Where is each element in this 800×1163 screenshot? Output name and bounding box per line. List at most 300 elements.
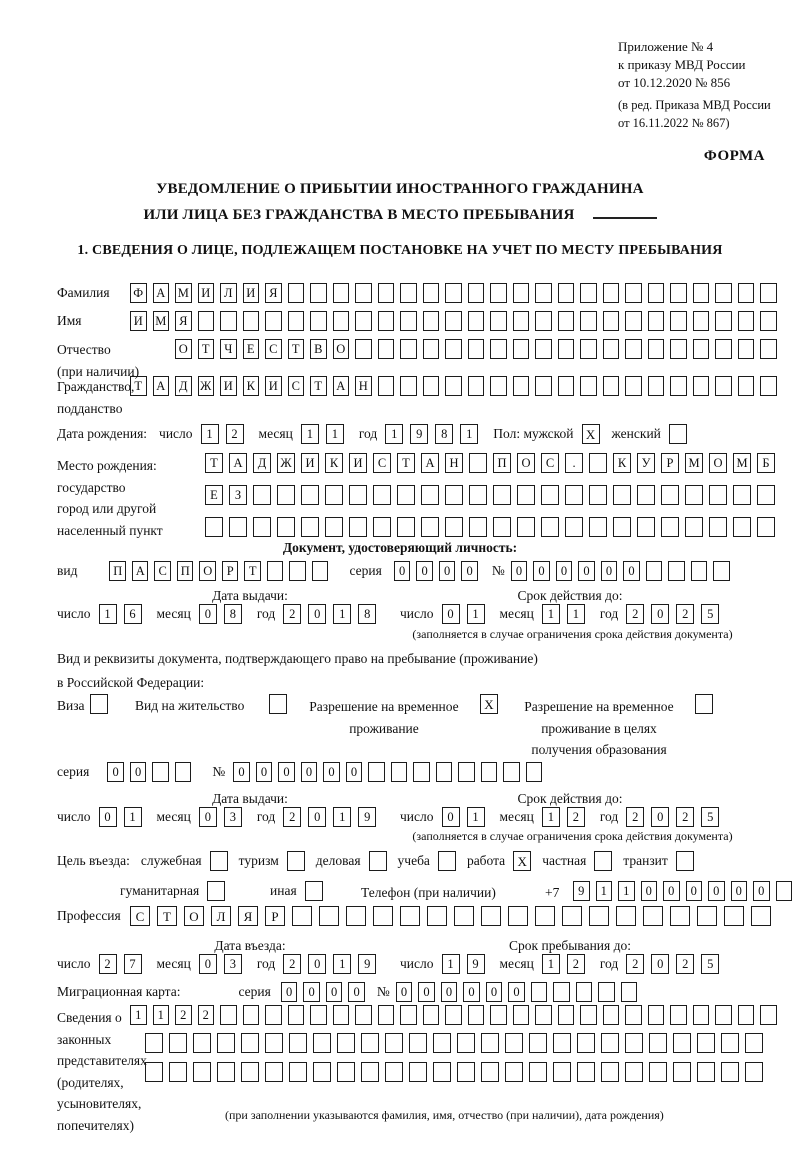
char-cell[interactable] bbox=[513, 376, 530, 396]
char-cell[interactable]: 2 bbox=[283, 604, 301, 624]
char-cell[interactable]: С bbox=[541, 453, 559, 473]
char-cell[interactable] bbox=[513, 1005, 530, 1025]
char-cell[interactable] bbox=[423, 376, 440, 396]
char-cell[interactable] bbox=[468, 376, 485, 396]
char-cell[interactable] bbox=[535, 283, 552, 303]
char-cell[interactable] bbox=[535, 1005, 552, 1025]
char-cell[interactable] bbox=[397, 517, 415, 537]
char-cell[interactable] bbox=[457, 1033, 475, 1053]
char-cell[interactable]: А bbox=[229, 453, 247, 473]
char-cell[interactable] bbox=[738, 339, 755, 359]
char-cell[interactable]: 1 bbox=[467, 604, 485, 624]
char-cell[interactable] bbox=[558, 311, 575, 331]
char-cell[interactable]: П bbox=[109, 561, 126, 581]
char-cell[interactable] bbox=[436, 762, 453, 782]
char-cell[interactable]: . bbox=[565, 453, 583, 473]
char-cell[interactable] bbox=[397, 485, 415, 505]
char-cell[interactable]: X bbox=[582, 424, 600, 444]
char-cell[interactable] bbox=[695, 694, 713, 714]
char-cell[interactable] bbox=[265, 311, 282, 331]
char-cell[interactable] bbox=[481, 906, 501, 926]
char-cell[interactable] bbox=[649, 1062, 667, 1082]
char-cell[interactable] bbox=[210, 851, 228, 871]
char-cell[interactable] bbox=[169, 1033, 187, 1053]
char-cell[interactable] bbox=[751, 906, 771, 926]
char-cell[interactable]: 0 bbox=[346, 762, 363, 782]
char-cell[interactable] bbox=[421, 517, 439, 537]
char-cell[interactable]: 0 bbox=[463, 982, 480, 1002]
char-cell[interactable] bbox=[378, 339, 395, 359]
char-cell[interactable]: И bbox=[220, 376, 237, 396]
char-cell[interactable]: 2 bbox=[626, 807, 644, 827]
char-cell[interactable] bbox=[145, 1033, 163, 1053]
char-cell[interactable]: 0 bbox=[256, 762, 273, 782]
char-cell[interactable] bbox=[267, 561, 284, 581]
char-cell[interactable] bbox=[265, 1033, 283, 1053]
char-cell[interactable] bbox=[553, 982, 570, 1002]
char-cell[interactable]: Ф bbox=[130, 283, 147, 303]
char-cell[interactable] bbox=[760, 376, 777, 396]
char-cell[interactable] bbox=[423, 283, 440, 303]
char-cell[interactable] bbox=[385, 1062, 403, 1082]
char-cell[interactable] bbox=[648, 339, 665, 359]
char-cell[interactable]: 1 bbox=[385, 424, 403, 444]
char-cell[interactable] bbox=[670, 376, 687, 396]
char-cell[interactable] bbox=[325, 517, 343, 537]
char-cell[interactable]: 0 bbox=[651, 954, 669, 974]
char-cell[interactable] bbox=[385, 1033, 403, 1053]
char-cell[interactable] bbox=[369, 851, 387, 871]
char-cell[interactable]: О bbox=[175, 339, 192, 359]
char-cell[interactable] bbox=[445, 339, 462, 359]
char-cell[interactable] bbox=[400, 311, 417, 331]
char-cell[interactable] bbox=[349, 517, 367, 537]
char-cell[interactable] bbox=[601, 1062, 619, 1082]
char-cell[interactable] bbox=[693, 339, 710, 359]
char-cell[interactable] bbox=[468, 283, 485, 303]
char-cell[interactable] bbox=[724, 906, 744, 926]
char-cell[interactable] bbox=[481, 762, 498, 782]
char-cell[interactable]: К bbox=[243, 376, 260, 396]
char-cell[interactable] bbox=[589, 517, 607, 537]
char-cell[interactable] bbox=[625, 1062, 643, 1082]
char-cell[interactable]: Л bbox=[220, 283, 237, 303]
char-cell[interactable] bbox=[400, 339, 417, 359]
char-cell[interactable]: М bbox=[685, 453, 703, 473]
char-cell[interactable]: 0 bbox=[533, 561, 550, 581]
char-cell[interactable] bbox=[490, 1005, 507, 1025]
char-cell[interactable]: 0 bbox=[753, 881, 770, 901]
char-cell[interactable]: 9 bbox=[573, 881, 590, 901]
char-cell[interactable] bbox=[616, 906, 636, 926]
char-cell[interactable]: 0 bbox=[99, 807, 117, 827]
char-cell[interactable] bbox=[676, 851, 694, 871]
char-cell[interactable]: 2 bbox=[283, 954, 301, 974]
char-cell[interactable] bbox=[668, 561, 685, 581]
char-cell[interactable] bbox=[603, 376, 620, 396]
char-cell[interactable] bbox=[457, 1062, 475, 1082]
char-cell[interactable] bbox=[289, 1062, 307, 1082]
char-cell[interactable] bbox=[313, 1033, 331, 1053]
char-cell[interactable] bbox=[594, 851, 612, 871]
char-cell[interactable] bbox=[355, 311, 372, 331]
char-cell[interactable] bbox=[292, 906, 312, 926]
char-cell[interactable] bbox=[670, 339, 687, 359]
char-cell[interactable] bbox=[289, 1033, 307, 1053]
char-cell[interactable]: 1 bbox=[333, 604, 351, 624]
char-cell[interactable] bbox=[760, 339, 777, 359]
char-cell[interactable]: И bbox=[265, 376, 282, 396]
char-cell[interactable] bbox=[721, 1062, 739, 1082]
char-cell[interactable]: 0 bbox=[301, 762, 318, 782]
char-cell[interactable] bbox=[733, 485, 751, 505]
char-cell[interactable] bbox=[670, 283, 687, 303]
char-cell[interactable] bbox=[541, 517, 559, 537]
char-cell[interactable] bbox=[715, 1005, 732, 1025]
char-cell[interactable]: Р bbox=[222, 561, 239, 581]
char-cell[interactable]: 1 bbox=[460, 424, 478, 444]
char-cell[interactable] bbox=[558, 1005, 575, 1025]
char-cell[interactable] bbox=[535, 376, 552, 396]
char-cell[interactable]: 0 bbox=[461, 561, 478, 581]
char-cell[interactable] bbox=[468, 339, 485, 359]
char-cell[interactable]: 0 bbox=[508, 982, 525, 1002]
char-cell[interactable]: 0 bbox=[130, 762, 147, 782]
char-cell[interactable]: 0 bbox=[641, 881, 658, 901]
char-cell[interactable] bbox=[490, 339, 507, 359]
char-cell[interactable] bbox=[490, 376, 507, 396]
char-cell[interactable]: 0 bbox=[623, 561, 640, 581]
char-cell[interactable] bbox=[576, 982, 593, 1002]
char-cell[interactable] bbox=[637, 517, 655, 537]
char-cell[interactable] bbox=[301, 485, 319, 505]
char-cell[interactable] bbox=[580, 1005, 597, 1025]
char-cell[interactable] bbox=[558, 283, 575, 303]
char-cell[interactable] bbox=[625, 339, 642, 359]
char-cell[interactable]: И bbox=[349, 453, 367, 473]
char-cell[interactable]: Т bbox=[205, 453, 223, 473]
char-cell[interactable] bbox=[738, 311, 755, 331]
char-cell[interactable] bbox=[670, 1005, 687, 1025]
char-cell[interactable]: 9 bbox=[410, 424, 428, 444]
char-cell[interactable]: О bbox=[333, 339, 350, 359]
char-cell[interactable] bbox=[152, 762, 169, 782]
char-cell[interactable]: Е bbox=[205, 485, 223, 505]
char-cell[interactable] bbox=[325, 485, 343, 505]
char-cell[interactable] bbox=[685, 485, 703, 505]
char-cell[interactable] bbox=[217, 1062, 235, 1082]
char-cell[interactable] bbox=[508, 906, 528, 926]
char-cell[interactable] bbox=[391, 762, 408, 782]
char-cell[interactable] bbox=[277, 517, 295, 537]
char-cell[interactable] bbox=[580, 339, 597, 359]
char-cell[interactable] bbox=[468, 311, 485, 331]
char-cell[interactable]: А bbox=[421, 453, 439, 473]
char-cell[interactable] bbox=[438, 851, 456, 871]
char-cell[interactable]: 1 bbox=[153, 1005, 170, 1025]
char-cell[interactable] bbox=[709, 485, 727, 505]
char-cell[interactable] bbox=[580, 376, 597, 396]
char-cell[interactable]: И bbox=[301, 453, 319, 473]
char-cell[interactable]: Н bbox=[445, 453, 463, 473]
char-cell[interactable] bbox=[577, 1033, 595, 1053]
char-cell[interactable]: С bbox=[154, 561, 171, 581]
char-cell[interactable] bbox=[337, 1062, 355, 1082]
char-cell[interactable]: О bbox=[709, 453, 727, 473]
char-cell[interactable]: 0 bbox=[107, 762, 124, 782]
char-cell[interactable]: Я bbox=[175, 311, 192, 331]
char-cell[interactable] bbox=[423, 311, 440, 331]
char-cell[interactable] bbox=[409, 1062, 427, 1082]
char-cell[interactable] bbox=[368, 762, 385, 782]
char-cell[interactable]: 2 bbox=[676, 954, 694, 974]
char-cell[interactable] bbox=[90, 694, 108, 714]
char-cell[interactable]: X bbox=[513, 851, 531, 871]
char-cell[interactable] bbox=[421, 485, 439, 505]
char-cell[interactable] bbox=[738, 376, 755, 396]
char-cell[interactable]: Т bbox=[157, 906, 177, 926]
char-cell[interactable]: 2 bbox=[99, 954, 117, 974]
char-cell[interactable] bbox=[580, 283, 597, 303]
char-cell[interactable]: Е bbox=[243, 339, 260, 359]
char-cell[interactable] bbox=[423, 339, 440, 359]
char-cell[interactable] bbox=[361, 1062, 379, 1082]
char-cell[interactable]: 0 bbox=[686, 881, 703, 901]
char-cell[interactable] bbox=[589, 453, 607, 473]
char-cell[interactable] bbox=[553, 1033, 571, 1053]
char-cell[interactable] bbox=[378, 283, 395, 303]
char-cell[interactable] bbox=[400, 1005, 417, 1025]
char-cell[interactable] bbox=[313, 1062, 331, 1082]
char-cell[interactable] bbox=[301, 517, 319, 537]
char-cell[interactable] bbox=[289, 561, 306, 581]
char-cell[interactable] bbox=[553, 1062, 571, 1082]
char-cell[interactable]: И bbox=[130, 311, 147, 331]
char-cell[interactable]: 1 bbox=[618, 881, 635, 901]
char-cell[interactable]: О bbox=[517, 453, 535, 473]
char-cell[interactable]: 0 bbox=[731, 881, 748, 901]
char-cell[interactable] bbox=[469, 485, 487, 505]
char-cell[interactable] bbox=[625, 1005, 642, 1025]
char-cell[interactable]: 1 bbox=[201, 424, 219, 444]
char-cell[interactable] bbox=[693, 1005, 710, 1025]
char-cell[interactable]: О bbox=[199, 561, 216, 581]
char-cell[interactable] bbox=[745, 1033, 763, 1053]
char-cell[interactable] bbox=[558, 376, 575, 396]
char-cell[interactable]: 1 bbox=[326, 424, 344, 444]
char-cell[interactable]: С bbox=[130, 906, 150, 926]
char-cell[interactable]: 2 bbox=[676, 807, 694, 827]
char-cell[interactable]: Д bbox=[253, 453, 271, 473]
char-cell[interactable] bbox=[715, 283, 732, 303]
char-cell[interactable] bbox=[243, 311, 260, 331]
char-cell[interactable] bbox=[310, 283, 327, 303]
char-cell[interactable] bbox=[709, 517, 727, 537]
char-cell[interactable] bbox=[589, 906, 609, 926]
char-cell[interactable] bbox=[469, 517, 487, 537]
char-cell[interactable]: 0 bbox=[439, 561, 456, 581]
char-cell[interactable]: 9 bbox=[358, 954, 376, 974]
char-cell[interactable] bbox=[625, 311, 642, 331]
char-cell[interactable]: 1 bbox=[99, 604, 117, 624]
char-cell[interactable] bbox=[445, 283, 462, 303]
char-cell[interactable]: 0 bbox=[199, 604, 217, 624]
char-cell[interactable]: 8 bbox=[358, 604, 376, 624]
char-cell[interactable]: 0 bbox=[486, 982, 503, 1002]
char-cell[interactable] bbox=[565, 485, 583, 505]
char-cell[interactable]: X bbox=[480, 694, 498, 714]
char-cell[interactable] bbox=[355, 1005, 372, 1025]
char-cell[interactable] bbox=[312, 561, 329, 581]
char-cell[interactable] bbox=[373, 517, 391, 537]
char-cell[interactable] bbox=[648, 283, 665, 303]
char-cell[interactable]: Б bbox=[757, 453, 775, 473]
char-cell[interactable] bbox=[169, 1062, 187, 1082]
char-cell[interactable] bbox=[715, 376, 732, 396]
char-cell[interactable] bbox=[333, 311, 350, 331]
char-cell[interactable] bbox=[513, 311, 530, 331]
char-cell[interactable]: 1 bbox=[542, 604, 560, 624]
char-cell[interactable]: М bbox=[175, 283, 192, 303]
char-cell[interactable] bbox=[565, 517, 583, 537]
char-cell[interactable]: 1 bbox=[567, 604, 585, 624]
char-cell[interactable] bbox=[637, 485, 655, 505]
char-cell[interactable] bbox=[253, 517, 271, 537]
char-cell[interactable]: А bbox=[153, 283, 170, 303]
char-cell[interactable]: И bbox=[198, 283, 215, 303]
char-cell[interactable] bbox=[220, 311, 237, 331]
char-cell[interactable] bbox=[625, 376, 642, 396]
char-cell[interactable] bbox=[673, 1062, 691, 1082]
char-cell[interactable] bbox=[217, 1033, 235, 1053]
char-cell[interactable] bbox=[427, 906, 447, 926]
char-cell[interactable] bbox=[337, 1033, 355, 1053]
char-cell[interactable] bbox=[613, 517, 631, 537]
char-cell[interactable] bbox=[513, 339, 530, 359]
char-cell[interactable] bbox=[409, 1033, 427, 1053]
char-cell[interactable] bbox=[253, 485, 271, 505]
char-cell[interactable] bbox=[310, 311, 327, 331]
char-cell[interactable] bbox=[277, 485, 295, 505]
char-cell[interactable] bbox=[265, 1062, 283, 1082]
char-cell[interactable]: С bbox=[288, 376, 305, 396]
char-cell[interactable]: А bbox=[132, 561, 149, 581]
char-cell[interactable]: Т bbox=[130, 376, 147, 396]
char-cell[interactable] bbox=[757, 485, 775, 505]
char-cell[interactable] bbox=[760, 311, 777, 331]
char-cell[interactable] bbox=[241, 1033, 259, 1053]
char-cell[interactable] bbox=[481, 1033, 499, 1053]
char-cell[interactable] bbox=[529, 1062, 547, 1082]
char-cell[interactable] bbox=[562, 906, 582, 926]
char-cell[interactable]: 3 bbox=[224, 954, 242, 974]
char-cell[interactable] bbox=[378, 311, 395, 331]
char-cell[interactable] bbox=[669, 424, 687, 444]
char-cell[interactable] bbox=[691, 561, 708, 581]
char-cell[interactable] bbox=[361, 1033, 379, 1053]
char-cell[interactable] bbox=[670, 906, 690, 926]
char-cell[interactable] bbox=[589, 485, 607, 505]
char-cell[interactable] bbox=[531, 982, 548, 1002]
char-cell[interactable] bbox=[535, 311, 552, 331]
char-cell[interactable]: 0 bbox=[651, 807, 669, 827]
char-cell[interactable]: 2 bbox=[198, 1005, 215, 1025]
char-cell[interactable] bbox=[310, 1005, 327, 1025]
char-cell[interactable] bbox=[738, 1005, 755, 1025]
char-cell[interactable]: А bbox=[153, 376, 170, 396]
char-cell[interactable]: О bbox=[184, 906, 204, 926]
char-cell[interactable] bbox=[503, 762, 520, 782]
char-cell[interactable]: 0 bbox=[199, 954, 217, 974]
char-cell[interactable] bbox=[445, 517, 463, 537]
char-cell[interactable] bbox=[269, 694, 287, 714]
char-cell[interactable] bbox=[697, 1062, 715, 1082]
char-cell[interactable]: 0 bbox=[663, 881, 680, 901]
char-cell[interactable]: 9 bbox=[467, 954, 485, 974]
char-cell[interactable]: Ж bbox=[198, 376, 215, 396]
char-cell[interactable] bbox=[715, 311, 732, 331]
char-cell[interactable] bbox=[603, 311, 620, 331]
char-cell[interactable] bbox=[721, 1033, 739, 1053]
char-cell[interactable]: 0 bbox=[396, 982, 413, 1002]
char-cell[interactable] bbox=[288, 1005, 305, 1025]
char-cell[interactable] bbox=[577, 1062, 595, 1082]
char-cell[interactable]: 0 bbox=[556, 561, 573, 581]
char-cell[interactable] bbox=[458, 762, 475, 782]
char-cell[interactable] bbox=[693, 311, 710, 331]
char-cell[interactable] bbox=[265, 1005, 282, 1025]
char-cell[interactable] bbox=[648, 311, 665, 331]
char-cell[interactable]: Р bbox=[661, 453, 679, 473]
char-cell[interactable]: 9 bbox=[358, 807, 376, 827]
char-cell[interactable]: Я bbox=[238, 906, 258, 926]
char-cell[interactable] bbox=[760, 1005, 777, 1025]
char-cell[interactable] bbox=[145, 1062, 163, 1082]
char-cell[interactable] bbox=[288, 311, 305, 331]
char-cell[interactable]: Т bbox=[198, 339, 215, 359]
char-cell[interactable] bbox=[493, 485, 511, 505]
char-cell[interactable] bbox=[400, 906, 420, 926]
char-cell[interactable] bbox=[220, 1005, 237, 1025]
char-cell[interactable]: А bbox=[333, 376, 350, 396]
char-cell[interactable]: 1 bbox=[301, 424, 319, 444]
char-cell[interactable] bbox=[757, 517, 775, 537]
char-cell[interactable] bbox=[207, 881, 225, 901]
char-cell[interactable] bbox=[355, 339, 372, 359]
char-cell[interactable] bbox=[613, 485, 631, 505]
char-cell[interactable] bbox=[413, 762, 430, 782]
char-cell[interactable] bbox=[661, 517, 679, 537]
char-cell[interactable]: 1 bbox=[130, 1005, 147, 1025]
char-cell[interactable] bbox=[697, 906, 717, 926]
char-cell[interactable]: П bbox=[177, 561, 194, 581]
char-cell[interactable] bbox=[535, 906, 555, 926]
char-cell[interactable]: 1 bbox=[467, 807, 485, 827]
char-cell[interactable] bbox=[193, 1033, 211, 1053]
char-cell[interactable]: 0 bbox=[323, 762, 340, 782]
char-cell[interactable] bbox=[433, 1062, 451, 1082]
char-cell[interactable] bbox=[400, 283, 417, 303]
char-cell[interactable] bbox=[598, 982, 615, 1002]
char-cell[interactable]: 5 bbox=[701, 604, 719, 624]
char-cell[interactable]: 0 bbox=[281, 982, 298, 1002]
char-cell[interactable] bbox=[305, 881, 323, 901]
char-cell[interactable]: 0 bbox=[442, 604, 460, 624]
char-cell[interactable]: Т bbox=[397, 453, 415, 473]
char-cell[interactable] bbox=[541, 485, 559, 505]
char-cell[interactable]: С bbox=[373, 453, 391, 473]
char-cell[interactable]: 0 bbox=[308, 954, 326, 974]
